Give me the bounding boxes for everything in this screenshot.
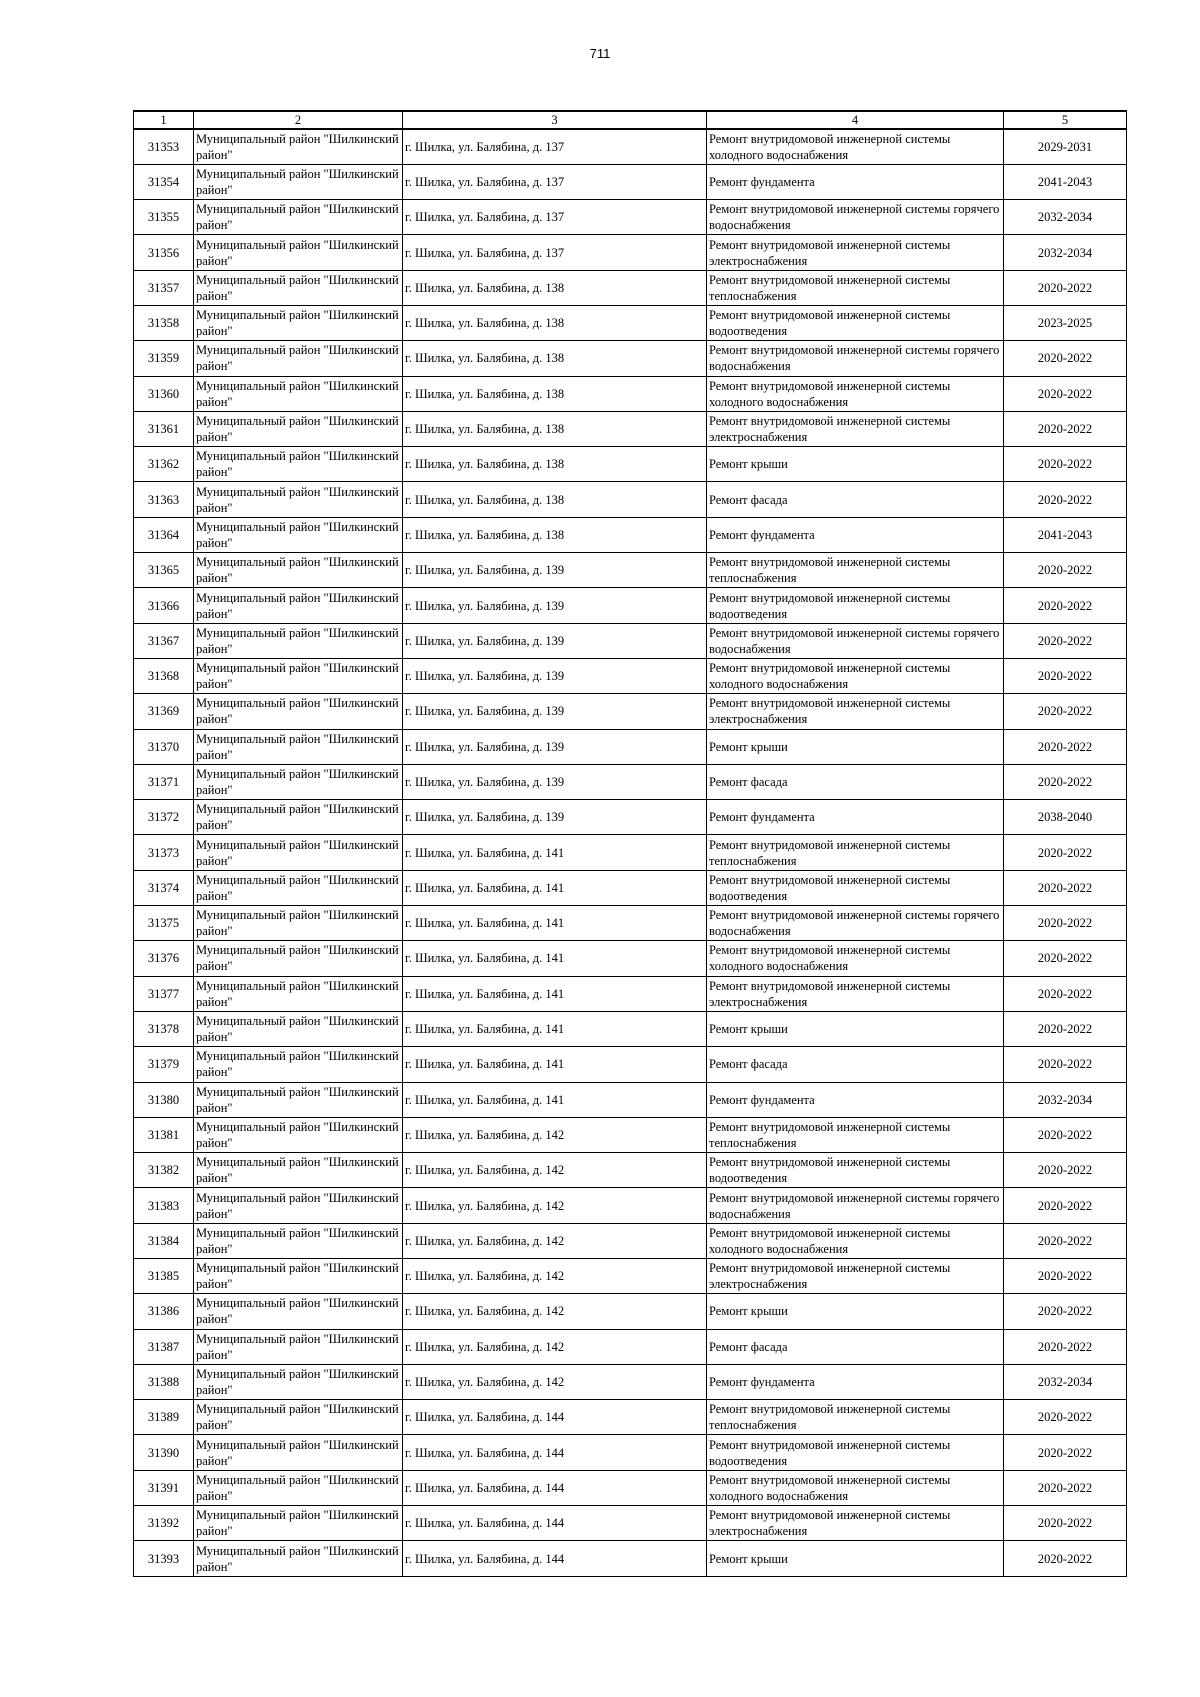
address-cell: г. Шилка, ул. Балябина, д. 138: [403, 341, 707, 376]
period-cell: 2038-2040: [1004, 800, 1127, 835]
address-cell: г. Шилка, ул. Балябина, д. 139: [403, 729, 707, 764]
period-cell: 2020-2022: [1004, 376, 1127, 411]
row-number: 31366: [134, 588, 194, 623]
table-body: [134, 129, 1127, 1576]
row-number: 31369: [134, 694, 194, 729]
table-row: [134, 1082, 1127, 1117]
table-row: [134, 1364, 1127, 1399]
address-cell: г. Шилка, ул. Балябина, д. 137: [403, 235, 707, 270]
table-row: [134, 341, 1127, 376]
work-type-cell: Ремонт внутридомовой инженерной системы холодного водоснабжения: [707, 376, 1004, 411]
address-cell: г. Шилка, ул. Балябина, д. 142: [403, 1223, 707, 1258]
row-number: 31368: [134, 658, 194, 693]
work-type-cell: Ремонт внутридомовой инженерной системы горячего водоснабжения: [707, 906, 1004, 941]
district-cell: Муниципальный район "Шилкинский район": [194, 376, 403, 411]
address-cell: г. Шилка, ул. Балябина, д. 141: [403, 1047, 707, 1082]
district-cell: Муниципальный район "Шилкинский район": [194, 835, 403, 870]
address-cell: г. Шилка, ул. Балябина, д. 144: [403, 1506, 707, 1541]
row-number: 31387: [134, 1329, 194, 1364]
address-cell: г. Шилка, ул. Балябина, д. 139: [403, 623, 707, 658]
work-type-cell: Ремонт фундамента: [707, 517, 1004, 552]
district-cell: Муниципальный район "Шилкинский район": [194, 1259, 403, 1294]
row-number: 31389: [134, 1400, 194, 1435]
table-row: [134, 1259, 1127, 1294]
work-type-cell: Ремонт внутридомовой инженерной системы электроснабжения: [707, 411, 1004, 446]
work-type-cell: Ремонт внутридомовой инженерной системы горячего водоснабжения: [707, 1188, 1004, 1223]
work-type-cell: Ремонт внутридомовой инженерной системы водоотведения: [707, 870, 1004, 905]
period-cell: 2020-2022: [1004, 1259, 1127, 1294]
period-cell: 2020-2022: [1004, 835, 1127, 870]
work-type-cell: Ремонт крыши: [707, 1011, 1004, 1046]
table-row: [134, 835, 1127, 870]
work-type-cell: Ремонт фундамента: [707, 164, 1004, 199]
work-type-cell: Ремонт внутридомовой инженерной системы водоотведения: [707, 588, 1004, 623]
header-row: [134, 111, 1127, 129]
district-cell: Муниципальный район "Шилкинский район": [194, 1223, 403, 1258]
period-cell: 2020-2022: [1004, 623, 1127, 658]
district-cell: Муниципальный район "Шилкинский район": [194, 553, 403, 588]
row-number: 31371: [134, 764, 194, 799]
district-cell: Муниципальный район "Шилкинский район": [194, 1082, 403, 1117]
address-cell: г. Шилка, ул. Балябина, д. 141: [403, 870, 707, 905]
work-type-cell: Ремонт внутридомовой инженерной системы холодного водоснабжения: [707, 1223, 1004, 1258]
address-cell: г. Шилка, ул. Балябина, д. 137: [403, 164, 707, 199]
district-cell: Муниципальный район "Шилкинский район": [194, 447, 403, 482]
address-cell: г. Шилка, ул. Балябина, д. 141: [403, 941, 707, 976]
district-cell: Муниципальный район "Шилкинский район": [194, 1117, 403, 1152]
table-row: [134, 729, 1127, 764]
row-number: 31358: [134, 305, 194, 340]
row-number: 31373: [134, 835, 194, 870]
table-row: [134, 1117, 1127, 1152]
table-row: [134, 800, 1127, 835]
period-cell: 2032-2034: [1004, 235, 1127, 270]
address-cell: г. Шилка, ул. Балябина, д. 142: [403, 1329, 707, 1364]
row-number: 31370: [134, 729, 194, 764]
district-cell: Муниципальный район "Шилкинский район": [194, 1188, 403, 1223]
period-cell: 2020-2022: [1004, 694, 1127, 729]
address-cell: г. Шилка, ул. Балябина, д. 142: [403, 1117, 707, 1152]
work-type-cell: Ремонт внутридомовой инженерной системы холодного водоснабжения: [707, 658, 1004, 693]
work-type-cell: Ремонт фасада: [707, 482, 1004, 517]
table-row: [134, 129, 1127, 164]
table-row: [134, 623, 1127, 658]
period-cell: 2020-2022: [1004, 588, 1127, 623]
district-cell: Муниципальный район "Шилкинский район": [194, 129, 403, 164]
period-cell: 2020-2022: [1004, 411, 1127, 446]
work-type-cell: Ремонт внутридомовой инженерной системы электроснабжения: [707, 1259, 1004, 1294]
row-number: 31365: [134, 553, 194, 588]
district-cell: Муниципальный район "Шилкинский район": [194, 411, 403, 446]
work-type-cell: Ремонт внутридомовой инженерной системы теплоснабжения: [707, 1117, 1004, 1152]
address-cell: г. Шилка, ул. Балябина, д. 144: [403, 1400, 707, 1435]
row-number: 31390: [134, 1435, 194, 1470]
district-cell: Муниципальный район "Шилкинский район": [194, 235, 403, 270]
table-row: [134, 1188, 1127, 1223]
work-type-cell: Ремонт внутридомовой инженерной системы горячего водоснабжения: [707, 623, 1004, 658]
row-number: 31380: [134, 1082, 194, 1117]
address-cell: г. Шилка, ул. Балябина, д. 144: [403, 1470, 707, 1505]
address-cell: г. Шилка, ул. Балябина, д. 141: [403, 835, 707, 870]
district-cell: Муниципальный район "Шилкинский район": [194, 1364, 403, 1399]
address-cell: г. Шилка, ул. Балябина, д. 138: [403, 411, 707, 446]
table-row: [134, 1400, 1127, 1435]
district-cell: Муниципальный район "Шилкинский район": [194, 270, 403, 305]
address-cell: г. Шилка, ул. Балябина, д. 141: [403, 1011, 707, 1046]
period-cell: 2041-2043: [1004, 517, 1127, 552]
period-cell: 2020-2022: [1004, 1470, 1127, 1505]
district-cell: Муниципальный район "Шилкинский район": [194, 623, 403, 658]
period-cell: 2020-2022: [1004, 1153, 1127, 1188]
period-cell: 2020-2022: [1004, 1223, 1127, 1258]
table-header: [134, 111, 1127, 129]
table-row: [134, 411, 1127, 446]
address-cell: г. Шилка, ул. Балябина, д. 138: [403, 270, 707, 305]
row-number: 31355: [134, 200, 194, 235]
row-number: 31374: [134, 870, 194, 905]
table-row: [134, 1541, 1127, 1576]
work-type-cell: Ремонт внутридомовой инженерной системы холодного водоснабжения: [707, 129, 1004, 164]
table-row: [134, 870, 1127, 905]
district-cell: Муниципальный район "Шилкинский район": [194, 1400, 403, 1435]
period-cell: 2020-2022: [1004, 729, 1127, 764]
address-cell: г. Шилка, ул. Балябина, д. 139: [403, 764, 707, 799]
district-cell: Муниципальный район "Шилкинский район": [194, 1011, 403, 1046]
address-cell: г. Шилка, ул. Балябина, д. 138: [403, 517, 707, 552]
table-row: [134, 447, 1127, 482]
period-cell: 2020-2022: [1004, 906, 1127, 941]
period-cell: 2032-2034: [1004, 1364, 1127, 1399]
table-row: [134, 764, 1127, 799]
work-type-cell: Ремонт внутридомовой инженерной системы теплоснабжения: [707, 1400, 1004, 1435]
row-number: 31364: [134, 517, 194, 552]
column-header: 3: [403, 111, 707, 129]
address-cell: г. Шилка, ул. Балябина, д. 137: [403, 200, 707, 235]
row-number: 31392: [134, 1506, 194, 1541]
district-cell: Муниципальный район "Шилкинский район": [194, 976, 403, 1011]
work-type-cell: Ремонт крыши: [707, 1541, 1004, 1576]
row-number: 31391: [134, 1470, 194, 1505]
work-type-cell: Ремонт внутридомовой инженерной системы холодного водоснабжения: [707, 1470, 1004, 1505]
row-number: 31372: [134, 800, 194, 835]
district-cell: Муниципальный район "Шилкинский район": [194, 1435, 403, 1470]
row-number: 31357: [134, 270, 194, 305]
table-row: [134, 164, 1127, 199]
work-type-cell: Ремонт внутридомовой инженерной системы электроснабжения: [707, 235, 1004, 270]
table-row: [134, 376, 1127, 411]
address-cell: г. Шилка, ул. Балябина, д. 142: [403, 1259, 707, 1294]
row-number: 31377: [134, 976, 194, 1011]
period-cell: 2020-2022: [1004, 870, 1127, 905]
address-cell: г. Шилка, ул. Балябина, д. 141: [403, 976, 707, 1011]
period-cell: 2020-2022: [1004, 1047, 1127, 1082]
row-number: 31367: [134, 623, 194, 658]
work-type-cell: Ремонт внутридомовой инженерной системы теплоснабжения: [707, 270, 1004, 305]
table-row: [134, 1153, 1127, 1188]
address-cell: г. Шилка, ул. Балябина, д. 142: [403, 1188, 707, 1223]
row-number: 31385: [134, 1259, 194, 1294]
work-type-cell: Ремонт внутридомовой инженерной системы горячего водоснабжения: [707, 200, 1004, 235]
column-header: 1: [134, 111, 194, 129]
address-cell: г. Шилка, ул. Балябина, д. 141: [403, 906, 707, 941]
address-cell: г. Шилка, ул. Балябина, д. 141: [403, 1082, 707, 1117]
table-row: [134, 1435, 1127, 1470]
row-number: 31378: [134, 1011, 194, 1046]
row-number: 31376: [134, 941, 194, 976]
district-cell: Муниципальный район "Шилкинский район": [194, 800, 403, 835]
period-cell: 2020-2022: [1004, 1541, 1127, 1576]
row-number: 31359: [134, 341, 194, 376]
table-row: [134, 1294, 1127, 1329]
period-cell: 2020-2022: [1004, 1329, 1127, 1364]
table-row: [134, 941, 1127, 976]
work-type-cell: Ремонт фасада: [707, 1047, 1004, 1082]
work-type-cell: Ремонт фундамента: [707, 800, 1004, 835]
row-number: 31363: [134, 482, 194, 517]
work-type-cell: Ремонт фасада: [707, 764, 1004, 799]
district-cell: Муниципальный район "Шилкинский район": [194, 764, 403, 799]
table-row: [134, 235, 1127, 270]
work-type-cell: Ремонт внутридомовой инженерной системы водоотведения: [707, 1153, 1004, 1188]
row-number: 31375: [134, 906, 194, 941]
period-cell: 2032-2034: [1004, 1082, 1127, 1117]
work-type-cell: Ремонт крыши: [707, 447, 1004, 482]
page-number: 711: [589, 46, 611, 61]
period-cell: 2020-2022: [1004, 1506, 1127, 1541]
district-cell: Муниципальный район "Шилкинский район": [194, 1506, 403, 1541]
table-row: [134, 1506, 1127, 1541]
address-cell: г. Шилка, ул. Балябина, д. 139: [403, 553, 707, 588]
column-header: 2: [194, 111, 403, 129]
table-row: [134, 482, 1127, 517]
work-type-cell: Ремонт крыши: [707, 1294, 1004, 1329]
period-cell: 2020-2022: [1004, 1294, 1127, 1329]
address-cell: г. Шилка, ул. Балябина, д. 139: [403, 658, 707, 693]
row-number: 31379: [134, 1047, 194, 1082]
period-cell: 2020-2022: [1004, 658, 1127, 693]
work-type-cell: Ремонт внутридомовой инженерной системы водоотведения: [707, 1435, 1004, 1470]
address-cell: г. Шилка, ул. Балябина, д. 138: [403, 447, 707, 482]
address-cell: г. Шилка, ул. Балябина, д. 144: [403, 1541, 707, 1576]
work-type-cell: Ремонт фасада: [707, 1329, 1004, 1364]
work-type-cell: Ремонт внутридомовой инженерной системы электроснабжения: [707, 694, 1004, 729]
district-cell: Муниципальный район "Шилкинский район": [194, 482, 403, 517]
work-type-cell: Ремонт фундамента: [707, 1364, 1004, 1399]
period-cell: 2020-2022: [1004, 941, 1127, 976]
table-row: [134, 270, 1127, 305]
row-number: 31384: [134, 1223, 194, 1258]
work-type-cell: Ремонт крыши: [707, 729, 1004, 764]
district-cell: Муниципальный район "Шилкинский район": [194, 1470, 403, 1505]
table-row: [134, 517, 1127, 552]
table-row: [134, 200, 1127, 235]
district-cell: Муниципальный район "Шилкинский район": [194, 729, 403, 764]
period-cell: 2020-2022: [1004, 553, 1127, 588]
district-cell: Муниципальный район "Шилкинский район": [194, 694, 403, 729]
period-cell: 2041-2043: [1004, 164, 1127, 199]
work-type-cell: Ремонт внутридомовой инженерной системы электроснабжения: [707, 1506, 1004, 1541]
column-header: 4: [707, 111, 1004, 129]
period-cell: 2020-2022: [1004, 976, 1127, 1011]
work-type-cell: Ремонт внутридомовой инженерной системы электроснабжения: [707, 976, 1004, 1011]
column-header: 5: [1004, 111, 1127, 129]
row-number: 31353: [134, 129, 194, 164]
period-cell: 2020-2022: [1004, 764, 1127, 799]
table-row: [134, 1011, 1127, 1046]
row-number: 31383: [134, 1188, 194, 1223]
period-cell: 2020-2022: [1004, 270, 1127, 305]
table-row: [134, 553, 1127, 588]
district-cell: Муниципальный район "Шилкинский район": [194, 200, 403, 235]
address-cell: г. Шилка, ул. Балябина, д. 138: [403, 305, 707, 340]
row-number: 31354: [134, 164, 194, 199]
row-number: 31381: [134, 1117, 194, 1152]
address-cell: г. Шилка, ул. Балябина, д. 142: [403, 1294, 707, 1329]
district-cell: Муниципальный район "Шилкинский район": [194, 906, 403, 941]
table-row: [134, 1047, 1127, 1082]
row-number: 31356: [134, 235, 194, 270]
row-number: 31361: [134, 411, 194, 446]
period-cell: 2023-2025: [1004, 305, 1127, 340]
address-cell: г. Шилка, ул. Балябина, д. 144: [403, 1435, 707, 1470]
district-cell: Муниципальный район "Шилкинский район": [194, 341, 403, 376]
district-cell: Муниципальный район "Шилкинский район": [194, 1294, 403, 1329]
table-row: [134, 588, 1127, 623]
table-row: [134, 694, 1127, 729]
table-row: [134, 1223, 1127, 1258]
row-number: 31386: [134, 1294, 194, 1329]
address-cell: г. Шилка, ул. Балябина, д. 139: [403, 800, 707, 835]
work-type-cell: Ремонт внутридомовой инженерной системы горячего водоснабжения: [707, 341, 1004, 376]
period-cell: 2020-2022: [1004, 447, 1127, 482]
work-type-cell: Ремонт фундамента: [707, 1082, 1004, 1117]
district-cell: Муниципальный район "Шилкинский район": [194, 1047, 403, 1082]
district-cell: Муниципальный район "Шилкинский район": [194, 1541, 403, 1576]
district-cell: Муниципальный район "Шилкинский район": [194, 870, 403, 905]
address-cell: г. Шилка, ул. Балябина, д. 139: [403, 694, 707, 729]
address-cell: г. Шилка, ул. Балябина, д. 142: [403, 1364, 707, 1399]
row-number: 31362: [134, 447, 194, 482]
period-cell: 2029-2031: [1004, 129, 1127, 164]
period-cell: 2020-2022: [1004, 482, 1127, 517]
row-number: 31393: [134, 1541, 194, 1576]
period-cell: 2020-2022: [1004, 1011, 1127, 1046]
period-cell: 2020-2022: [1004, 341, 1127, 376]
district-cell: Муниципальный район "Шилкинский район": [194, 658, 403, 693]
table-row: [134, 1470, 1127, 1505]
table-row: [134, 976, 1127, 1011]
table-row: [134, 1329, 1127, 1364]
address-cell: г. Шилка, ул. Балябина, д. 142: [403, 1153, 707, 1188]
repair-schedule-table: [133, 110, 1127, 1577]
work-type-cell: Ремонт внутридомовой инженерной системы водоотведения: [707, 305, 1004, 340]
period-cell: 2020-2022: [1004, 1188, 1127, 1223]
address-cell: г. Шилка, ул. Балябина, д. 139: [403, 588, 707, 623]
district-cell: Муниципальный район "Шилкинский район": [194, 588, 403, 623]
work-type-cell: Ремонт внутридомовой инженерной системы теплоснабжения: [707, 835, 1004, 870]
period-cell: 2032-2034: [1004, 200, 1127, 235]
district-cell: Муниципальный район "Шилкинский район": [194, 941, 403, 976]
work-type-cell: Ремонт внутридомовой инженерной системы холодного водоснабжения: [707, 941, 1004, 976]
period-cell: 2020-2022: [1004, 1117, 1127, 1152]
row-number: 31388: [134, 1364, 194, 1399]
address-cell: г. Шилка, ул. Балябина, д. 138: [403, 376, 707, 411]
address-cell: г. Шилка, ул. Балябина, д. 137: [403, 129, 707, 164]
table-row: [134, 658, 1127, 693]
table-row: [134, 906, 1127, 941]
period-cell: 2020-2022: [1004, 1400, 1127, 1435]
district-cell: Муниципальный район "Шилкинский район": [194, 1329, 403, 1364]
row-number: 31382: [134, 1153, 194, 1188]
district-cell: Муниципальный район "Шилкинский район": [194, 517, 403, 552]
table-row: [134, 305, 1127, 340]
period-cell: 2020-2022: [1004, 1435, 1127, 1470]
address-cell: г. Шилка, ул. Балябина, д. 138: [403, 482, 707, 517]
work-type-cell: Ремонт внутридомовой инженерной системы теплоснабжения: [707, 553, 1004, 588]
district-cell: Муниципальный район "Шилкинский район": [194, 305, 403, 340]
district-cell: Муниципальный район "Шилкинский район": [194, 164, 403, 199]
row-number: 31360: [134, 376, 194, 411]
district-cell: Муниципальный район "Шилкинский район": [194, 1153, 403, 1188]
